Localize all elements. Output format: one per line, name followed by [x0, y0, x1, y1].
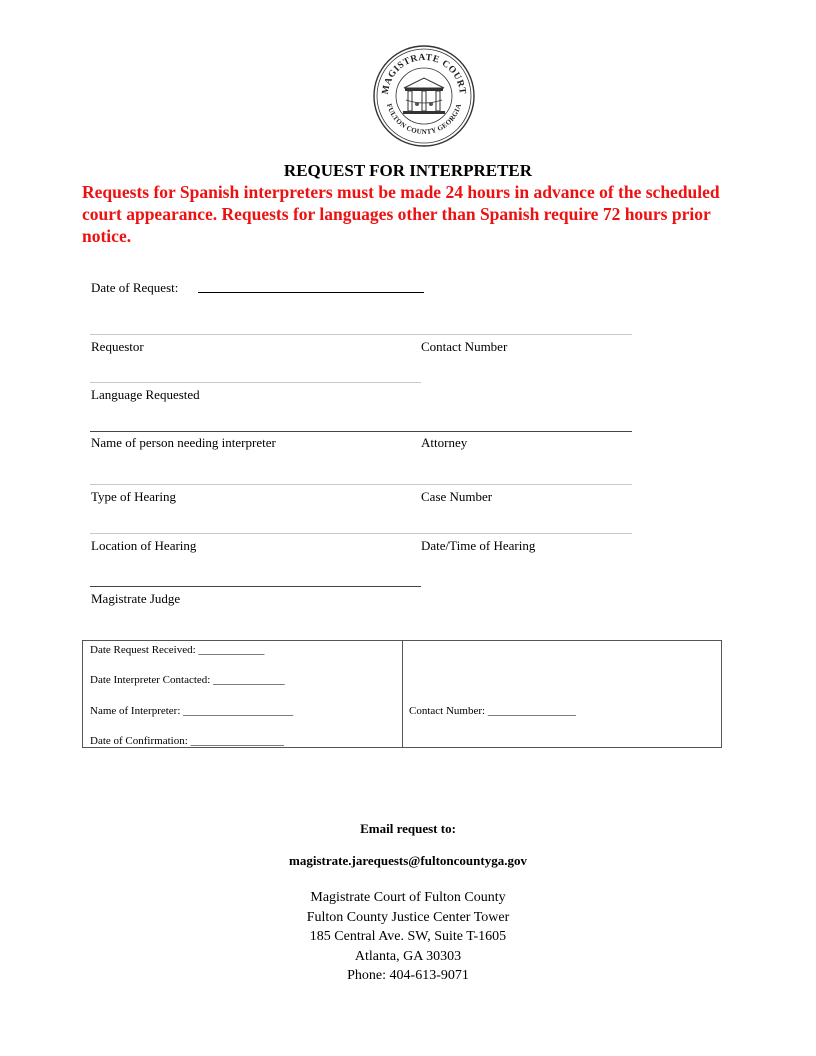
date-of-confirmation: Date of Confirmation: _________________ — [90, 735, 285, 747]
requestor-label: Requestor — [91, 339, 144, 354]
name-of-interpreter: Name of Interpreter: ____________________ — [90, 705, 294, 717]
contact-number-label: Contact Number — [421, 339, 508, 354]
location-of-hearing-label: Location of Hearing — [91, 538, 197, 553]
interpreter-contact-number: Contact Number: ________________ — [409, 705, 576, 717]
person-field-line[interactable] — [90, 431, 632, 432]
office-use-box — [82, 640, 722, 748]
attorney-label: Attorney — [421, 435, 468, 450]
seal-bottom-text: FULTON COUNTY GEORGIA — [384, 102, 464, 137]
address-line: Magistrate Court of Fulton County — [310, 890, 506, 905]
date-interpreter-contacted: Date Interpreter Contacted: _____________ — [90, 674, 285, 686]
office-box-divider — [402, 641, 403, 747]
email-label: Email request to: — [360, 821, 456, 836]
hearing-type-field-line[interactable] — [90, 484, 632, 485]
person-needing-label: Name of person needing interpreter — [91, 435, 276, 450]
date-request-received: Date Request Received: ____________ — [90, 644, 265, 656]
date-of-request-field[interactable] — [198, 292, 424, 293]
location-field-line[interactable] — [90, 533, 632, 534]
email-address-link[interactable]: magistrate.jarequests@fultoncountyga.gov — [289, 853, 527, 868]
phone-line: Phone: 404-613-9071 — [347, 968, 469, 983]
judge-field-line[interactable] — [90, 586, 421, 587]
date-of-request-label: Date of Request: — [91, 280, 179, 295]
address-line: Fulton County Justice Center Tower — [306, 910, 510, 925]
advance-notice: Requests for Spanish interpreters must be made 24 hours in advance of the scheduled court appearance. Requests for languages other than Spanish require 72 hours prior notice. — [82, 182, 720, 246]
magistrate-judge-label: Magistrate Judge — [91, 591, 181, 606]
language-field-line[interactable] — [90, 382, 421, 383]
language-requested-label: Language Requested — [91, 387, 200, 402]
address-line: Atlanta, GA 30303 — [354, 949, 462, 964]
form-title: REQUEST FOR INTERPRETER — [283, 161, 533, 180]
address-line: 185 Central Ave. SW, Suite T-1605 — [309, 929, 507, 944]
date-time-hearing-label: Date/Time of Hearing — [421, 538, 536, 553]
case-number-label: Case Number — [421, 489, 493, 504]
court-seal-logo — [372, 44, 476, 148]
requestor-field-line[interactable] — [90, 334, 632, 335]
type-of-hearing-label: Type of Hearing — [91, 489, 177, 504]
seal-top-text: MAGISTRATE COURT — [380, 52, 468, 96]
